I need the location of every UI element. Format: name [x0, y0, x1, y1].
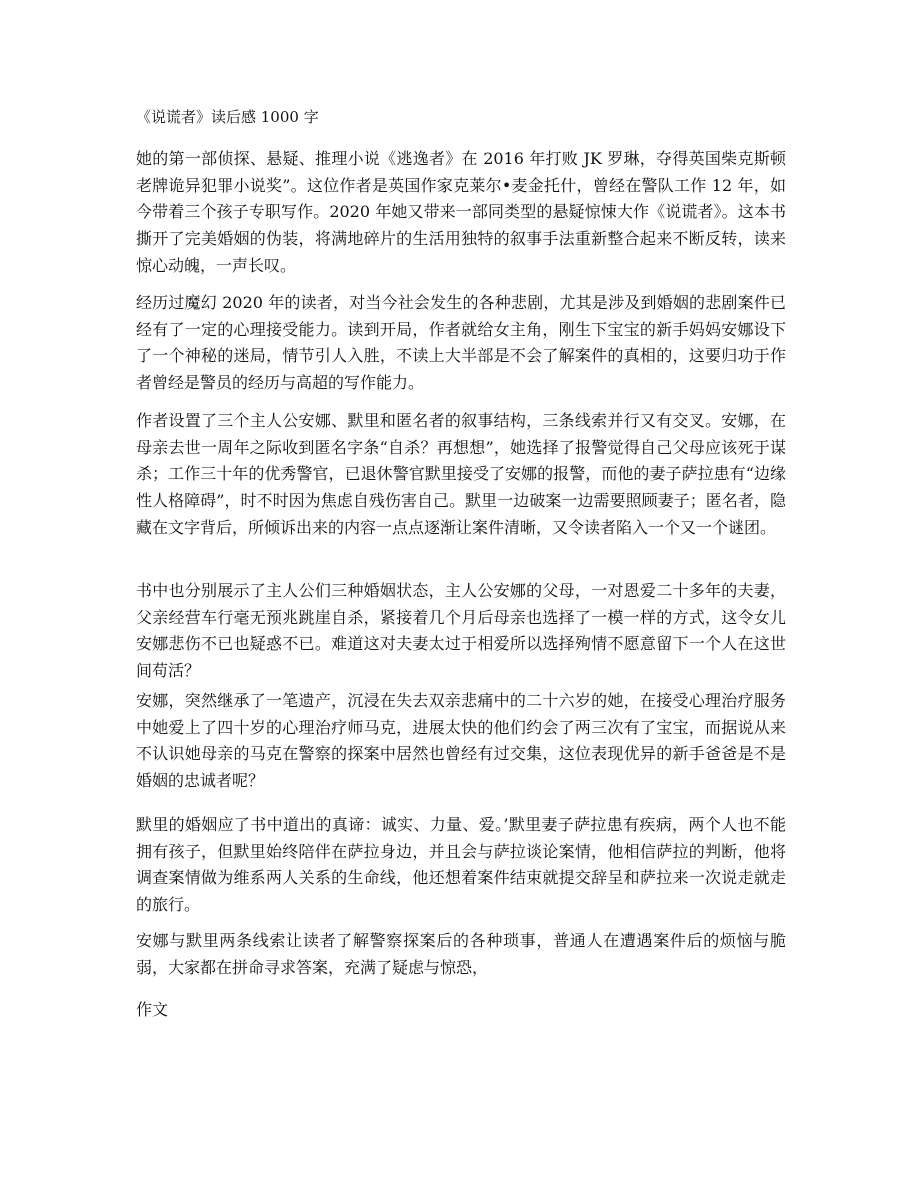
- paragraph-4: 书中也分别展示了主人公们三种婚姻状态，主人公安娜的父母，一对恩爱二十多年的夫妻，父亲经营车行毫无预兆跳崖自杀，紧接着几个月后母亲也选择了一模一样的方式，这令女儿安娜悲伤不已也疑惑不已。难道这对夫妻太过于相爱所以选择殉情不愿意留下一个人在这世间苟活？: [136, 581, 786, 681]
- document-title: 《说谎者》读后感 1000 字: [136, 108, 319, 126]
- paragraph-3: 作者设置了三个主人公安娜、默里和匿名者的叙事结构，三条线索并行又有交叉。安娜，在母亲去世一周年之际收到匿名字条“自杀？再想想”，她选择了报警觉得自己父母应该死于谋杀；工作三十年的优秀警官，已退休警官默里接受了安娜的报警，而他的妻子萨拉患有“边缘性人格障碍”，时不时因为焦虑自残伤害自己。默里一边破案一边需要照顾妻子；匿名者，隐藏在文字背后，所倾诉出来的内容一点点逐渐让案件清晰，又令读者陷入一个又一个谜团。: [136, 411, 786, 537]
- paragraph-2: 经历过魔幻 2020 年的读者，对当今社会发生的各种悲剧，尤其是涉及到婚姻的悲剧案件已经有了一定的心理接受能力。读到开局，作者就给女主角，刚生下宝宝的新手妈妈安娜设下了一个神秘的迷局，情节引人入胜，不读上大半部是不会了解案件的真相的，这要归功于作者曾经是警员的经历与高超的写作能力。: [136, 293, 786, 393]
- paragraph-6: 默里的婚姻应了书中道出的真谛：诚实、力量、爱。’默里妻子萨拉患有疾病，两个人也不能拥有孩子，但默里始终陪伴在萨拉身边，并且会与萨拉谈论案情，他相信萨拉的判断，他将调查案情做为维系两人关系的生命线，他还想着案件结束就提交辞呈和萨拉来一次说走就走的旅行。: [136, 815, 786, 915]
- paragraph-1: 她的第一部侦探、悬疑、推理小说《逃逸者》在 2016 年打败 JK 罗琳，夺得英国柴克斯顿老牌诡异犯罪小说奖”。这位作者是英国作家克莱尔•麦金托什，曾经在警队工作 12 年，如今带着三个孩子专职写作。2020 年她又带来一部同类型的悬疑惊悚大作《说谎者》。这本书撕开了完美婚姻的伪装，将满地碎片的生活用独特的叙事手法重新整合起来不断反转，读来惊心动魄，一声长叹。: [136, 149, 786, 275]
- paragraph-5: 安娜，突然继承了一笔遗产，沉浸在失去双亲悲痛中的二十六岁的她，在接受心理治疗服务中她爱上了四十岁的心理治疗师马克，进展太快的他们约会了两三次有了宝宝，而据说从来不认识她母亲的马克在警察的探案中居然也曾经有过交集，这位表现优异的新手爸爸是不是婚姻的忠诚者呢？: [136, 691, 786, 791]
- paragraph-7: 安娜与默里两条线索让读者了解警察探案后的各种琐事，普通人在遭遇案件后的烦恼与脆弱，大家都在拼命寻求答案，充满了疑虑与惊恐，: [136, 931, 786, 977]
- footer-label: 作文: [136, 1000, 169, 1019]
